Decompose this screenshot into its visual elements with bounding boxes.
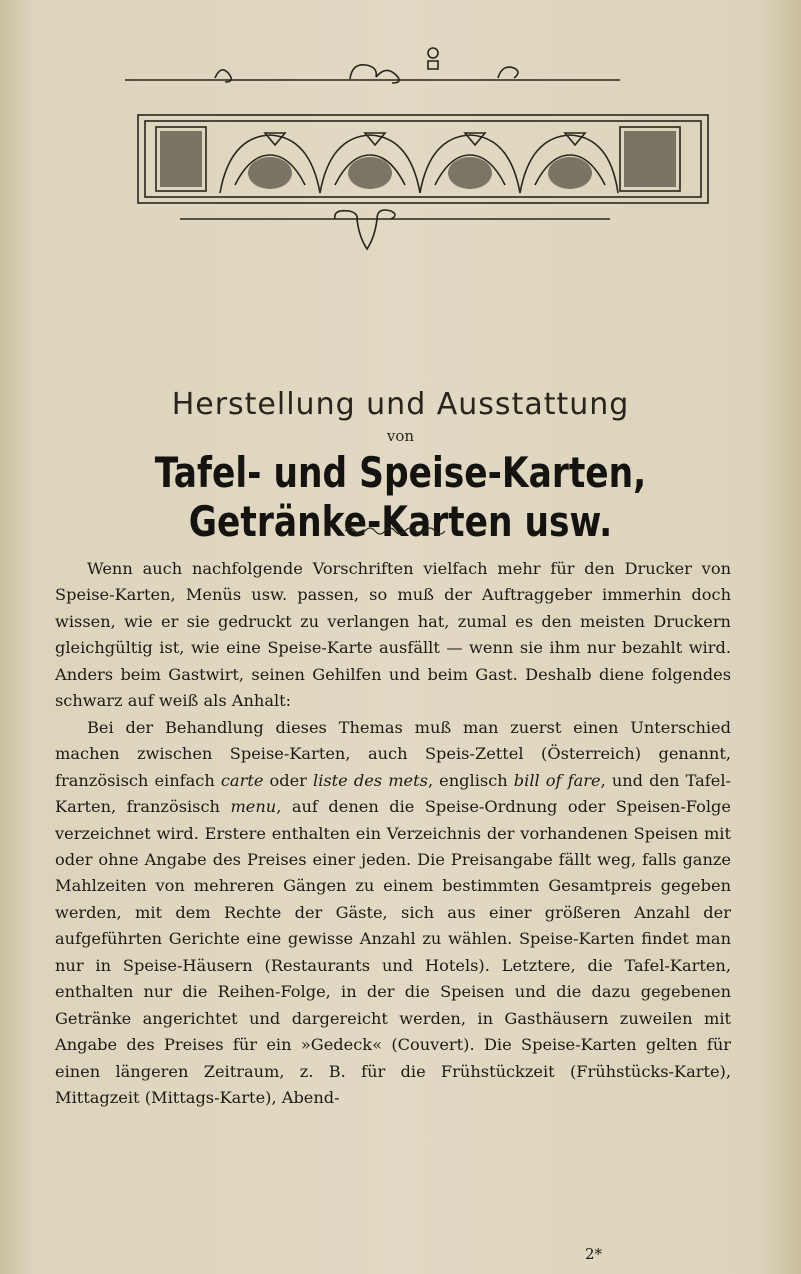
main-headline: Tafel- und Speise-Karten, Getränke-Karten usw. <box>154 448 647 546</box>
wavy-divider <box>345 525 445 537</box>
ornamental-header-vignette <box>30 45 730 285</box>
subtitle-von: von <box>386 427 415 445</box>
page-title: Herstellung und Ausstattung <box>171 387 630 422</box>
paragraph-1: Wenn auch nachfolgende Vorschriften vielfach mehr für den Drucker von Speise-Karten, Menüs usw. passen, so muß der Auftraggeber immerhin doch wissen, wie er sie gedruckt zu verlangen hat, zumal es den meisten Druckern gleichgültig ist, wie eine Speise-Karte ausfällt — wenn sie ihm nur bezahlt wird. Anders beim Gastwirt, seinen Gehilfen und beim Gast. Deshalb diene folgendes schwarz auf weiß als Anhalt: <box>55 559 731 711</box>
term-bill-of-fare: bill of fare <box>513 770 601 790</box>
body-text <box>55 556 731 1112</box>
paragraph-2: Bei der Behandlung dieses Themas muß man zuerst einen Unterschied machen zwischen Speise-Karten, auch Speis-Zettel (Österreich) genannt, französisch einfach carte oder liste des mets, englisch bill of fare, und den Tafel-Karten, französisch menu, auf denen die Speise-Ordnung oder Speisen-Folge verzeichnet wird. Erstere enthalten ein Verzeichnis der vorhandenen Speisen mit oder ohne Angabe des Preises einer jeden. Die Preisangabe fällt weg, falls ganze Mahlzeiten von mehreren Gängen zu einem bestimmten Gesamtpreis gegeben werden, mit dem Rechte der Gäste, sich aus einer größeren Anzahl der aufgeführten Gerichte eine gewisse Anzahl zu wählen. Speise-Karten findet man nur in Speise-Häusern (Restaurants und Hotels). Letztere, die Tafel-Karten, enthalten nur die Reihen-Folge, in der die Speisen und die dazu gegebenen Getränke angerichtet und dargereicht werden, in Gasthäusern zuweilen mit Angabe des Preises für ein »Gedeck« (Couvert). Die Speise-Karten gelten für einen längeren Zeitraum, z. B. für die Frühstückzeit (Frühstücks-Karte), Mittagzeit (Mittags-Karte), Abend- <box>55 717 731 1108</box>
term-menu: menu <box>230 797 277 817</box>
term-liste-des-mets: liste des mets <box>313 770 428 790</box>
term-carte: carte <box>220 770 264 790</box>
page-number: 2* <box>585 1245 603 1263</box>
